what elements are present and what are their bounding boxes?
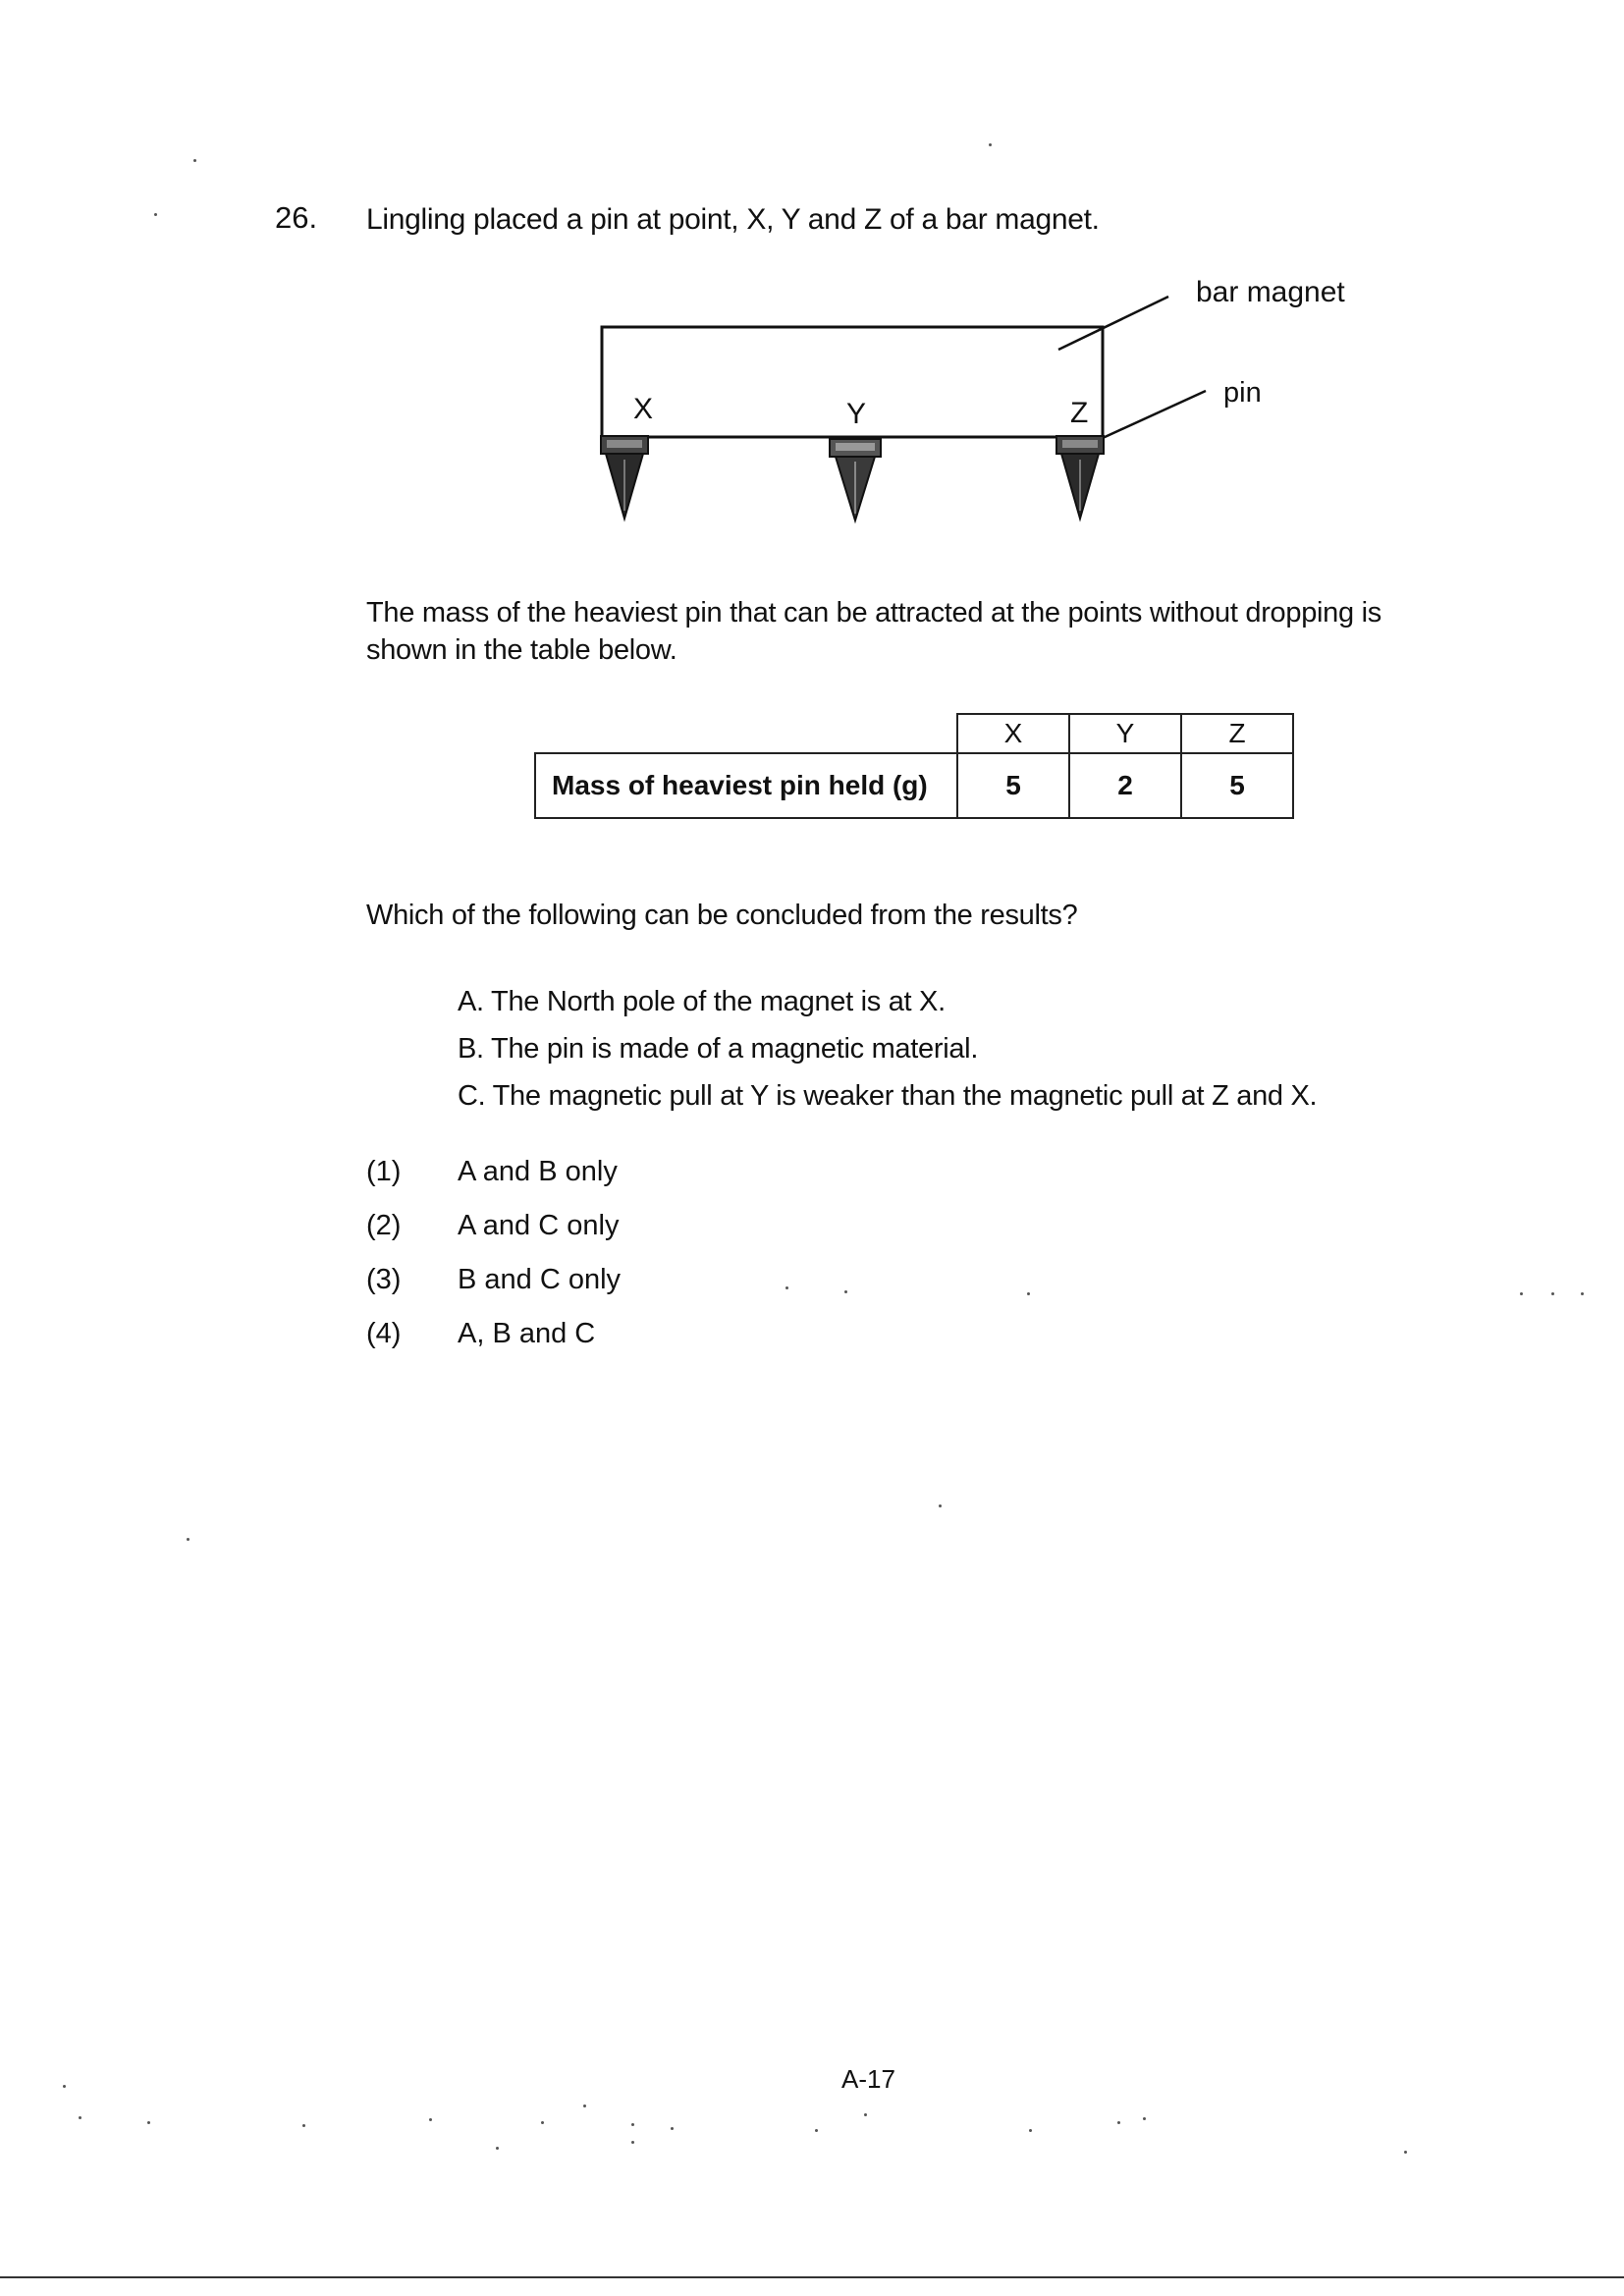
option-label: (2) (366, 1210, 402, 1241)
option-label: (4) (366, 1318, 402, 1349)
row-header: Mass of heaviest pin held (g) (535, 753, 957, 818)
option-label: (3) (366, 1264, 402, 1295)
answer-option-1[interactable] (366, 1145, 621, 1199)
bar-magnet-leader-line (1058, 297, 1168, 350)
answer-options (366, 1145, 621, 1361)
bar-magnet-label: bar magnet (1196, 276, 1345, 308)
statement-c: C. The magnetic pull at Y is weaker than the magnetic pull at Z and X. (458, 1080, 1318, 1112)
column-header-z: Z (1181, 714, 1293, 753)
pin-x (601, 436, 648, 519)
pin-y (830, 439, 881, 520)
answer-option-4[interactable] (366, 1307, 621, 1361)
pin-label: pin (1223, 377, 1262, 409)
statement-b: B. The pin is made of a magnetic material. (458, 1033, 979, 1065)
option-text: A, B and C (458, 1318, 596, 1349)
point-z-label: Z (1070, 397, 1089, 429)
results-table (534, 713, 1294, 819)
answer-option-3[interactable] (366, 1253, 621, 1307)
table-corner-cell (535, 714, 957, 753)
bar-magnet-diagram (589, 275, 1375, 540)
table-intro-paragraph: The mass of the heaviest pin that can be attracted at the points without dropping is shown in the table below. (366, 597, 1381, 666)
point-y-label: Y (846, 398, 867, 430)
table-row (535, 753, 1293, 818)
point-x-label: X (633, 393, 654, 425)
pin-z (1056, 436, 1104, 519)
page-number: A-17 (841, 2064, 895, 2094)
column-header-y: Y (1069, 714, 1181, 753)
statement-list (458, 978, 1317, 1120)
table-header-row (535, 714, 1293, 753)
statement-a: A. The North pole of the magnet is at X. (458, 986, 946, 1017)
pin-leader-line (1103, 391, 1206, 438)
value-x: 5 (957, 753, 1069, 818)
option-text: B and C only (458, 1264, 622, 1295)
bottom-rule (0, 2276, 1624, 2278)
option-text: A and B only (458, 1156, 618, 1187)
value-z: 5 (1181, 753, 1293, 818)
question-stem: Lingling placed a pin at point, X, Y and Z of a bar magnet. (366, 203, 1100, 236)
option-text: A and C only (458, 1210, 620, 1241)
answer-option-2[interactable] (366, 1199, 621, 1253)
column-header-x: X (957, 714, 1069, 753)
value-y: 2 (1069, 753, 1181, 818)
question-prompt: Which of the following can be concluded from the results? (366, 900, 1078, 931)
option-label: (1) (366, 1156, 402, 1187)
question-number: 26. (275, 200, 318, 235)
